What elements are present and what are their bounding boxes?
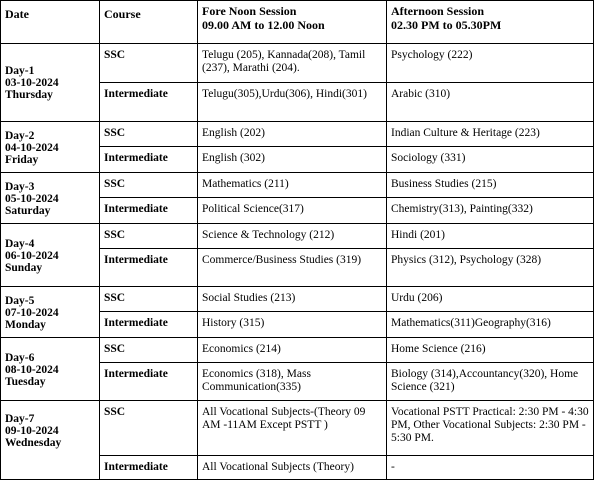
afternoon-session-title: Afternoon Session: [391, 4, 485, 18]
afternoon-session-time: 02.30 PM to 05.30PM: [391, 18, 502, 32]
table-row: [1, 338, 594, 363]
forenoon-subjects: Commerce/Business Studies (319): [198, 249, 387, 287]
header-row: [1, 1, 594, 44]
day-date-cell: [1, 122, 100, 173]
forenoon-session-title: Fore Noon Session: [202, 4, 297, 18]
course-cell: SSC: [100, 44, 198, 83]
weekday-label: Tuesday: [5, 375, 46, 388]
forenoon-subjects: History (315): [198, 312, 387, 338]
afternoon-subjects: Sociology (331): [387, 147, 594, 173]
date-label: 06-10-2024: [5, 249, 59, 262]
forenoon-subjects: Political Science(317): [198, 198, 387, 224]
course-cell: SSC: [100, 338, 198, 363]
table-row: [1, 401, 594, 456]
afternoon-subjects: Mathematics(311)Geography(316): [387, 312, 594, 338]
table-row: [1, 44, 594, 83]
day-label: Day-6: [5, 351, 35, 364]
day-date-cell: [1, 224, 100, 287]
afternoon-column-header: [387, 1, 594, 44]
date-label: 04-10-2024: [5, 141, 59, 154]
afternoon-subjects: Home Science (216): [387, 338, 594, 363]
afternoon-subjects: Business Studies (215): [387, 173, 594, 198]
weekday-label: Wednesday: [5, 437, 62, 449]
afternoon-subjects: -: [387, 456, 594, 480]
weekday-label: Monday: [5, 318, 46, 331]
date-label: 03-10-2024: [5, 77, 59, 89]
forenoon-subjects: English (302): [198, 147, 387, 173]
day-label: Day-4: [5, 237, 35, 250]
course-cell: Intermediate: [100, 312, 198, 338]
forenoon-session-time: 09.00 AM to 12.00 Noon: [202, 18, 325, 32]
afternoon-subjects: Physics (312), Psychology (328): [387, 249, 594, 287]
afternoon-subjects: Vocational PSTT Practical: 2:30 PM - 4:30 PM, Other Vocational Subjects: 2:30 PM - 5:30 PM.: [387, 401, 594, 456]
afternoon-subjects: Chemistry(313), Painting(332): [387, 198, 594, 224]
day-label: Day-1: [5, 65, 35, 77]
day-date-cell: [1, 401, 100, 480]
day-date-cell: [1, 173, 100, 224]
date-label: 08-10-2024: [5, 363, 59, 376]
forenoon-column-header: [198, 1, 387, 44]
day-label: Day-2: [5, 129, 35, 142]
forenoon-subjects: English (202): [198, 122, 387, 147]
table-row: [1, 122, 594, 147]
forenoon-subjects: Economics (214): [198, 338, 387, 363]
afternoon-subjects: Hindi (201): [387, 224, 594, 249]
course-cell: Intermediate: [100, 83, 198, 122]
forenoon-subjects: All Vocational Subjects-(Theory 09 AM -11AM Except PSTT ): [198, 401, 387, 456]
day-label: Day-3: [5, 180, 35, 193]
afternoon-subjects: Urdu (206): [387, 287, 594, 312]
forenoon-subjects: Social Studies (213): [198, 287, 387, 312]
date-label: 05-10-2024: [5, 192, 59, 205]
course-column-header: Course: [100, 1, 198, 44]
forenoon-subjects: Economics (318), Mass Communication(335): [198, 363, 387, 401]
course-cell: SSC: [100, 287, 198, 312]
table-row: [1, 224, 594, 249]
day-label: Day-5: [5, 294, 35, 307]
course-cell: SSC: [100, 224, 198, 249]
date-column-header: Date: [1, 1, 100, 44]
weekday-label: Thursday: [5, 89, 53, 101]
afternoon-subjects: Biology (314),Accountancy(320), Home Science (321): [387, 363, 594, 401]
date-label: 07-10-2024: [5, 306, 59, 319]
course-cell: SSC: [100, 401, 198, 456]
day-date-cell: [1, 338, 100, 401]
forenoon-subjects: Science & Technology (212): [198, 224, 387, 249]
forenoon-subjects: Telugu(305),Urdu(306), Hindi(301): [198, 83, 387, 122]
course-cell: Intermediate: [100, 198, 198, 224]
weekday-label: Friday: [5, 153, 39, 166]
course-cell: SSC: [100, 122, 198, 147]
weekday-label: Saturday: [5, 204, 51, 217]
table-row: [1, 287, 594, 312]
course-cell: Intermediate: [100, 249, 198, 287]
course-cell: Intermediate: [100, 147, 198, 173]
afternoon-subjects: Arabic (310): [387, 83, 594, 122]
afternoon-subjects: Psychology (222): [387, 44, 594, 83]
day-date-cell: [1, 287, 100, 338]
date-label: 09-10-2024: [5, 425, 59, 437]
weekday-label: Sunday: [5, 261, 43, 274]
forenoon-subjects: All Vocational Subjects (Theory): [198, 456, 387, 480]
day-date-cell: [1, 44, 100, 122]
course-cell: Intermediate: [100, 363, 198, 401]
afternoon-subjects: Indian Culture & Heritage (223): [387, 122, 594, 147]
forenoon-subjects: Mathematics (211): [198, 173, 387, 198]
forenoon-subjects: Telugu (205), Kannada(208), Tamil (237), Marathi (204).: [198, 44, 387, 83]
course-cell: Intermediate: [100, 456, 198, 480]
course-cell: SSC: [100, 173, 198, 198]
table-row: [1, 173, 594, 198]
day-label: Day-7: [5, 413, 35, 425]
